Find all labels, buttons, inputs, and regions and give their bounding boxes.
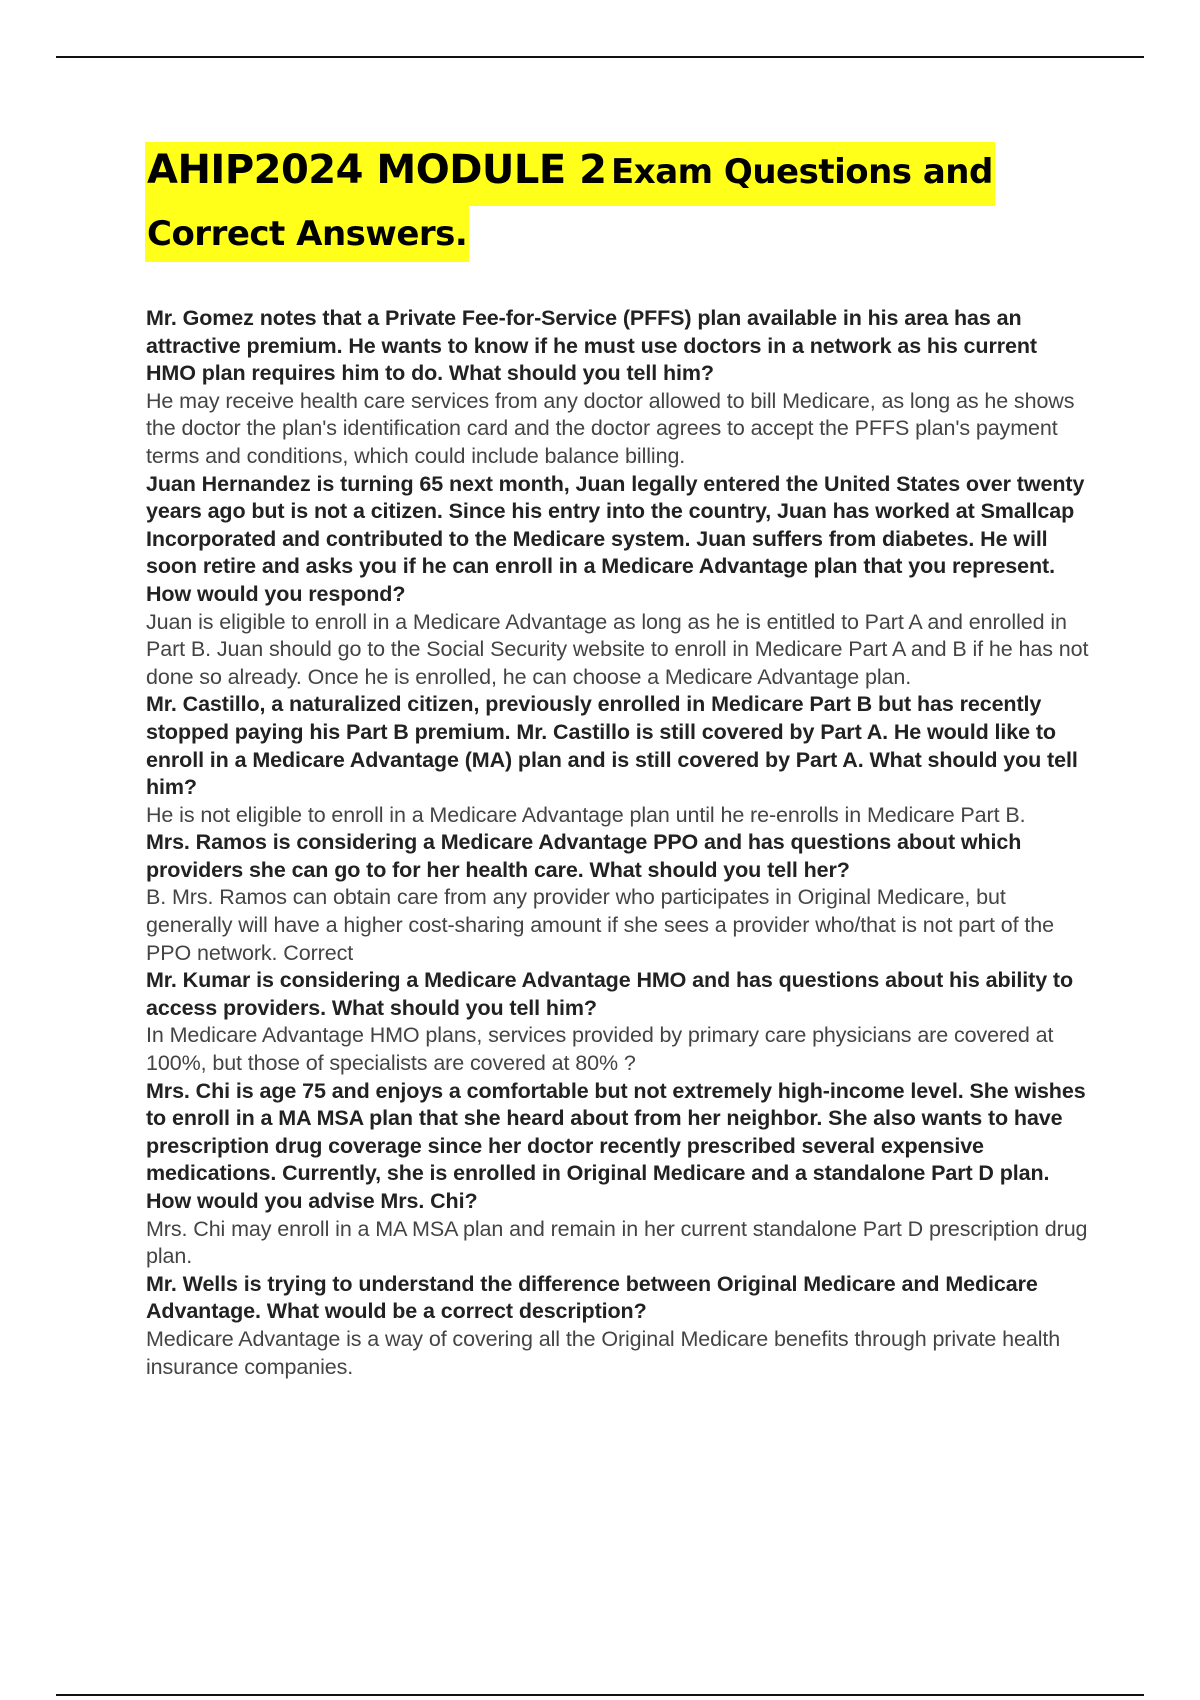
title-highlight-line-2: Correct Answers. <box>145 206 469 262</box>
qa-item-4 <box>146 829 1091 967</box>
qa-item-2 <box>146 471 1091 692</box>
question-text: Mrs. Chi is age 75 and enjoys a comfortable but not extremely high-income level. She wishes to enroll in a MA MSA plan that she heard about from her neighbor. She also wants to have prescription drug coverage since her doctor recently prescribed several expensive medications. Currently, she is enrolled in Original Medicare and a standalone Part D plan. How would you advise Mrs. Chi? <box>146 1078 1086 1213</box>
title-part-2: Exam Questions and <box>611 152 993 192</box>
answer-text: In Medicare Advantage HMO plans, services provided by primary care physicians are covered at 100%, but those of specialists are covered at 80% ? <box>146 1023 1054 1076</box>
title-part-1: AHIP2024 MODULE 2 <box>147 147 607 193</box>
qa-item-6 <box>146 1078 1091 1271</box>
question-text: Mr. Castillo, a naturalized citizen, previously enrolled in Medicare Part B but has recently stopped paying his Part B premium. Mr. Castillo is still covered by Part A. He would like to enroll in a Medicare Advantage (MA) plan and is still covered by Part A. What should you tell him? <box>146 692 1078 800</box>
answer-text: B. Mrs. Ramos can obtain care from any provider who participates in Original Medicare, but generally will have a higher cost-sharing amount if she sees a provider who/that is not part of the PPO network. Correct <box>146 885 1054 965</box>
answer-text: He is not eligible to enroll in a Medicare Advantage plan until he re-enrolls in Medicare Part B. <box>146 802 1026 827</box>
question-text: Mr. Gomez notes that a Private Fee-for-Service (PFFS) plan available in his area has an attractive premium. He wants to know if he must use doctors in a network as his current HMO plan requires him to do. What should you tell him? <box>146 306 1037 386</box>
title-highlight-line-1 <box>145 142 995 206</box>
bottom-divider <box>56 1694 1144 1696</box>
qa-item-5 <box>146 967 1091 1077</box>
answer-text: Medicare Advantage is a way of covering all the Original Medicare benefits through private health insurance companies. <box>146 1326 1061 1379</box>
document-title <box>145 142 1045 268</box>
question-text: Mr. Kumar is considering a Medicare Advantage HMO and has questions about his ability to access providers. What should you tell him? <box>146 968 1074 1020</box>
question-text: Mrs. Ramos is considering a Medicare Advantage PPO and has questions about which providers she can go to for her health care. What should you tell her? <box>146 830 1022 882</box>
question-text: Juan Hernandez is turning 65 next month, Juan legally entered the United States over twenty years ago but is not a citizen. Since his entry into the country, Juan has worked at Smallcap Incorporated and contributed to the Medicare system. Juan suffers from diabetes. He will soon retire and asks you if he can enroll in a Medicare Advantage plan that you represent. How would you respond? <box>146 471 1085 606</box>
answer-text: Juan is eligible to enroll in a Medicare Advantage as long as he is entitled to Part A and enrolled in Part B. Juan should go to the Social Security website to enroll in Medicare Part A and B if he has not done so already. Once he is enrolled, he can choose a Medicare Advantage plan. <box>146 609 1089 689</box>
answer-text: Mrs. Chi may enroll in a MA MSA plan and remain in her current standalone Part D prescription drug plan. <box>146 1216 1088 1269</box>
question-text: Mr. Wells is trying to understand the difference between Original Medicare and Medicare Advantage. What would be a correct description? <box>146 1271 1038 1324</box>
qa-item-3 <box>146 691 1091 829</box>
qa-item-7 <box>146 1271 1091 1381</box>
answer-text: He may receive health care services from any doctor allowed to bill Medicare, as long as he shows the doctor the plan's identification card and the doctor agrees to accept the PFFS plan's payment terms and conditions, which could include balance billing. <box>146 388 1075 468</box>
question-answer-list <box>146 305 1091 1381</box>
qa-item-1 <box>146 305 1091 471</box>
top-divider <box>56 56 1144 58</box>
